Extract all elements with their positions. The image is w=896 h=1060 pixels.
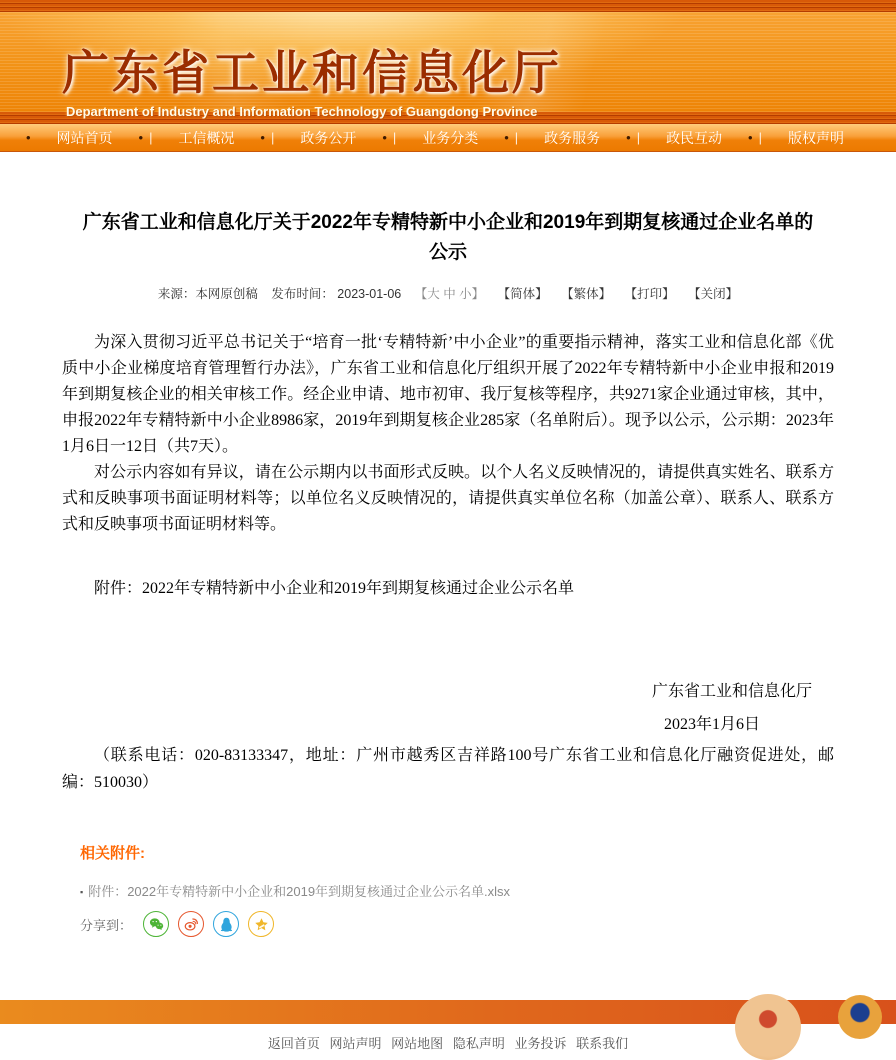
footer-link-complaints[interactable]: 业务投诉: [514, 1036, 567, 1051]
nav-bullet-icon: •: [138, 130, 144, 145]
nav-item-gov-affairs[interactable]: 政务公开: [300, 129, 357, 146]
nav-separator: |: [149, 130, 153, 145]
nav-item-overview[interactable]: 工信概况: [178, 129, 235, 146]
nav-bullet-icon: •: [504, 130, 509, 145]
nav-bullet-icon: •: [626, 130, 631, 145]
floating-emblem-widget[interactable]: [838, 995, 882, 1039]
wechat-share-icon[interactable]: [143, 911, 169, 937]
bullet-icon: ▪: [80, 887, 84, 897]
article-signature: 广东省工业和信息化厅: [651, 683, 812, 700]
nav-item-business[interactable]: 业务分类: [422, 129, 479, 146]
nav-separator: |: [758, 130, 762, 145]
related-attachments-section: [62, 842, 834, 937]
article-meta: [62, 284, 834, 302]
article-title: 广东省工业和信息化厅关于2022年专精特新中小企业和2019年到期复核通过企业名单的公示: [82, 212, 814, 263]
attachment-download-link[interactable]: 附件：2022年专精特新中小企业和2019年到期复核通过企业公示名单.xlsx: [88, 884, 511, 899]
site-subtitle: Department of Industry and Information Technology of Guangdong Province: [66, 104, 538, 119]
weibo-share-icon[interactable]: [178, 911, 204, 937]
qq-share-icon[interactable]: [213, 911, 239, 937]
nav-separator: |: [636, 130, 641, 145]
article-content: [0, 208, 896, 1000]
footer-link-privacy[interactable]: 隐私声明: [452, 1036, 505, 1051]
main-nav: [0, 124, 896, 152]
article-body: [62, 330, 834, 538]
nav-separator: |: [392, 130, 397, 145]
floating-assistant-widget[interactable]: [735, 994, 801, 1060]
nav-bullet-icon: •: [748, 130, 753, 145]
site-title: 广东省工业和信息化厅: [62, 46, 562, 99]
nav-item-copyright[interactable]: 版权声明: [787, 129, 844, 146]
footer-link-home[interactable]: 返回首页: [267, 1036, 320, 1051]
footer-link-site-statement[interactable]: 网站声明: [329, 1036, 382, 1051]
share-label: 分享到：: [80, 917, 133, 933]
article-signature-date: 2023年1月6日: [663, 716, 760, 733]
nav-item-services[interactable]: 政务服务: [544, 129, 601, 146]
contact-info: （联系电话：020-83133347，地址：广州市越秀区吉祥路100号广东省工业和信息化厅融资促进处，邮编：510030）: [62, 747, 834, 791]
banner-main: [0, 12, 896, 119]
close-button[interactable]: 【关闭】: [688, 287, 739, 301]
nav-separator: |: [270, 130, 275, 145]
article-source: 来源：本网原创稿: [157, 287, 258, 301]
traditional-chinese-button[interactable]: 【繁体】: [561, 287, 612, 301]
nav-separator: |: [514, 130, 519, 145]
footer-link-contact[interactable]: 联系我们: [576, 1036, 629, 1051]
attachment-reference-link[interactable]: 附件：2022年专精特新中小企业和2019年到期复核通过企业公示名单: [94, 580, 575, 597]
site-banner: [0, 0, 896, 124]
font-size-control[interactable]: 【大 中 小】: [414, 287, 485, 301]
article-paragraph: 为深入贯彻习近平总书记关于“培育一批‘专精特新’中小企业”的重要指示精神，落实工业和信息化部《优质中小企业梯度培育管理暂行办法》，广东省工业和信息化厅组织开展了2022年专精特新中小企业申报和2019年到期复核企业的相关审核工作。经企业申请、地市初审、我厅复核等程序，共9271家企业通过审核，其中，申报2022年专精特新中小企业8986家，2019年到期复核企业285家（名单附后）。现予以公示，公示期：2023年1月6日一12日（共7天）。: [62, 334, 834, 455]
article-paragraph: 对公示内容如有异议，请在公示期内以书面形式反映。以个人名义反映情况的，请提供真实姓名、联系方式和反映事项书面证明材料等；以单位名义反映情况的，请提供真实单位名称（加盖公章）、联系人、联系方式和反映事项书面证明材料等。: [62, 464, 834, 533]
banner-top-stripe: [0, 0, 896, 12]
nav-item-home[interactable]: 网站首页: [56, 129, 113, 146]
footer-link-sitemap[interactable]: 网站地图: [391, 1036, 444, 1051]
article-publish-date: 发布时间： 2023-01-06: [271, 287, 402, 301]
nav-bullet-icon: •: [382, 130, 387, 145]
nav-bullet-icon: •: [26, 130, 31, 145]
nav-bullet-icon: •: [260, 130, 265, 145]
share-row: [80, 911, 834, 937]
simplified-chinese-button[interactable]: 【简体】: [497, 287, 548, 301]
related-attachments-heading: 相关附件:: [80, 845, 145, 862]
print-button[interactable]: 【打印】: [624, 287, 675, 301]
nav-item-interaction[interactable]: 政民互动: [666, 129, 723, 146]
qzone-share-icon[interactable]: [248, 911, 274, 937]
attachment-list-item: [80, 881, 834, 900]
